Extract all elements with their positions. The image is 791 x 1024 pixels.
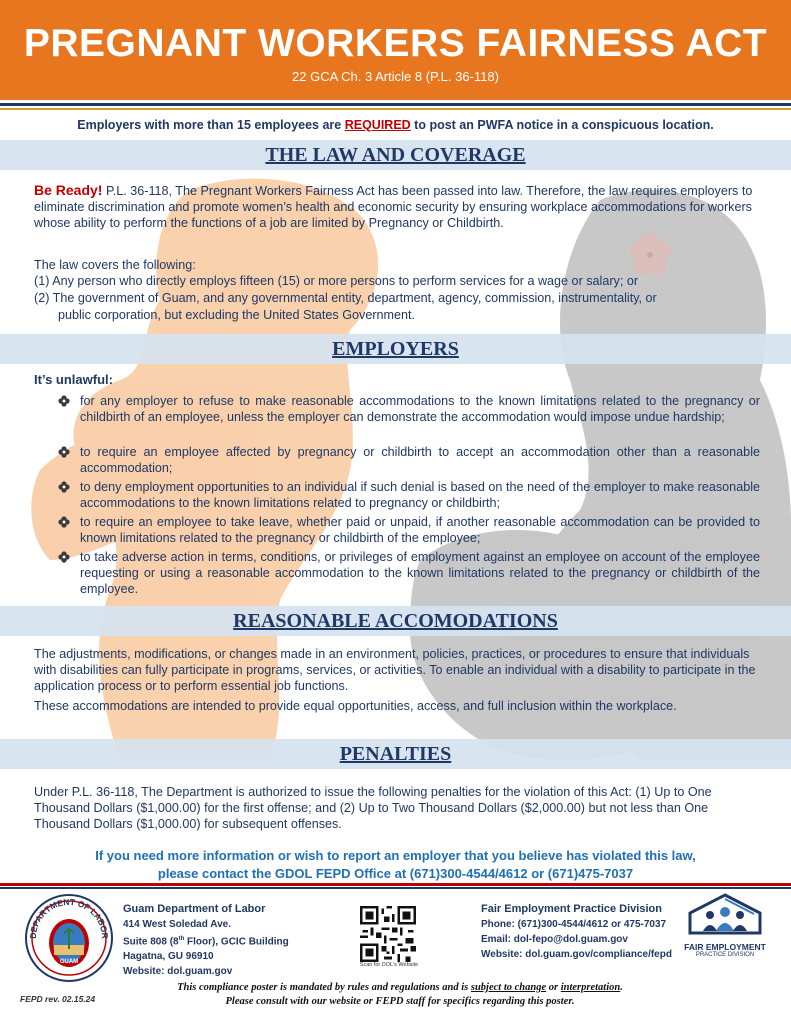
required-label: REQUIRED: [344, 118, 411, 132]
section-band-accommodations: [0, 606, 791, 636]
disclaimer-line-1: [140, 982, 660, 993]
revision-label: FEPD rev. 02.15.24: [20, 994, 96, 1004]
flower-bullet-icon: [58, 516, 70, 528]
heading-law-coverage: THE LAW AND COVERAGE: [265, 144, 526, 166]
gdol-address-3: Hagatna, GU 96910: [123, 951, 214, 963]
gdol-address-2-sup: th: [178, 936, 185, 942]
flower-bullet-icon: [58, 446, 70, 458]
unlawful-bullet: [58, 514, 760, 546]
seal-text: DEPARTMENT OF LABOR: [27, 896, 111, 940]
coverage-item-2: (2) The government of Guam, and any governmental entity, department, agency, commission, instrumentality, or: [34, 291, 657, 305]
law-covers-label: The law covers the following:: [34, 258, 196, 272]
section-band-employers: [0, 334, 791, 364]
unlawful-bullet-text: to require an employee affected by pregnancy or childbirth to accept an accommodation other than a reasonable accommodation;: [80, 445, 760, 475]
gdol-contact-block: [123, 902, 289, 979]
dol-seal-logo: [24, 893, 114, 983]
seal-guam-label: GUAM: [59, 959, 79, 965]
fepd-logo-subtitle: PRACTICE DIVISION: [695, 952, 755, 958]
notice-text-after: to post an PWFA notice in a conspicuous location.: [410, 118, 714, 132]
qr-code[interactable]: [360, 906, 416, 962]
footer-rule-navy: [0, 887, 791, 889]
contact-line-1: If you need more information or wish to report an employer that you believe has violated this law,: [95, 848, 696, 863]
posting-notice: [0, 118, 791, 132]
unlawful-bullet-text: to take adverse action in terms, conditions, or privileges of employment against an employee on account of the employee requesting or using a reasonable accommodation to the known limitations related to the pregnancy or childbirth of the employee.: [80, 550, 760, 596]
section-band-law: [0, 140, 791, 170]
fepd-phone: Phone: (671)300-4544/4612 or 475-7037: [481, 919, 667, 930]
unlawful-label: It’s unlawful:: [34, 372, 113, 387]
unlawful-bullet: [58, 549, 760, 597]
heading-accommodations: REASONABLE ACCOMODATIONS: [233, 610, 558, 632]
notice-text-before: Employers with more than 15 employees are: [77, 118, 345, 132]
footer-rule-red: [0, 883, 791, 886]
unlawful-bullet-text: to deny employment opportunities to an individual if such denial is based on the need of the employer to make reasonable accommodations to the known limitations related to pregnancy or childbirth;: [80, 480, 760, 510]
law-intro-text: P.L. 36-118, The Pregnant Workers Fairness Act has been passed into law. Therefore, the law requires employers to eliminate discrimination and promote women’s health and economic security by ensuring workplace accommodations for workers whose ability to perform the functions of a job are limited by Pregnancy or Childbirth.: [34, 184, 753, 230]
heading-penalties: PENALTIES: [339, 743, 452, 765]
fepd-email[interactable]: Email: dol-fepo@dol.guam.gov: [481, 934, 628, 945]
gdol-address-2-pre: Suite 808 (8: [123, 936, 179, 948]
gdol-address-1: 414 West Soledad Ave.: [123, 919, 232, 930]
header-stripe-navy: [0, 103, 791, 106]
header-stripe-gold: [0, 108, 791, 110]
unlawful-bullet: [58, 393, 760, 425]
fepd-logo-title: FAIR EMPLOYMENT: [684, 942, 766, 952]
unlawful-bullet: [58, 479, 760, 511]
header-banner: [0, 0, 791, 100]
page-title: PREGNANT WORKERS FAIRNESS ACT: [23, 22, 768, 65]
disclaimer-1-interpretation: interpretation: [560, 982, 621, 993]
coverage-item-2-cont-text: public corporation, but excluding the United States Government.: [58, 308, 416, 322]
fepd-contact-block: [481, 902, 672, 962]
disclaimer-1-pre: This compliance poster is mandated by rules and regulations and is: [177, 982, 471, 993]
gdol-name: Guam Department of Labor: [123, 903, 266, 915]
disclaimer-1-mid: or: [546, 982, 561, 993]
unlawful-bullet-text: to require an employee to take leave, whether paid or unpaid, if another reasonable accommodation can be provided to known limitations related to the pregnancy or childbirth of the employee;: [80, 515, 760, 545]
accommodations-para-2: These accommodations are intended to provide equal opportunities, access, and full inclusion within the workplace.: [34, 699, 677, 713]
law-intro: [34, 182, 764, 231]
flower-bullet-icon: [58, 481, 70, 493]
coverage-item-1: (1) Any person who directly employs fifteen (15) or more persons to perform services for a wage or salary; or: [34, 274, 639, 288]
heading-employers: EMPLOYERS: [332, 338, 459, 360]
gdol-address-2: [123, 932, 289, 949]
penalties-text: Under P.L. 36-118, The Department is authorized to issue the following penalties for the violation of this Act: (1) Up to One Thousand Dollars ($1,000.00) for the first offense; and (2) Up to Two Thousand Dollars ($2,000.00) but not less than One Thousand Dollars ($1,000.00) for subsequent offenses.: [34, 785, 712, 831]
disclaimer-1-post: .: [620, 982, 623, 993]
gdol-website[interactable]: Website: dol.guam.gov: [123, 966, 233, 978]
unlawful-bullet-text: for any employer to refuse to make reasonable accommodations to the known limitations related to the pregnancy or childbirth of an employee, unless the employer can demonstrate the accommodation would impose undue hardship;: [80, 394, 760, 424]
fepd-website[interactable]: Website: dol.guam.gov/compliance/fepd: [481, 949, 672, 960]
coverage-item-2-cont: [34, 307, 764, 323]
gdol-address-2-post: Floor), GCIC Building: [184, 936, 289, 948]
unlawful-bullet: [58, 444, 760, 476]
flower-bullet-icon: [58, 395, 70, 407]
disclaimer-1-subject: subject to change: [470, 982, 547, 993]
accommodations-para-1: The adjustments, modifications, or changes made in an environment, policies, practices, or procedures to ensure that individuals with disabilities can fully participate in programs, services, or activities. To enable an individual with a disability to participate in the application process or to perform essential job functions.: [34, 647, 756, 693]
contact-line-2: please contact the GDOL FEPD Office at (671)300-4544/4612 or (671)475-7037: [157, 866, 634, 881]
flower-bullet-icon: [58, 551, 70, 563]
be-ready-label: Be Ready!: [34, 182, 103, 198]
qr-caption: Scan for DOL's Website: [359, 962, 419, 968]
section-band-penalties: [0, 739, 791, 769]
disclaimer-line-2: Please consult with our website or FEPD staff for specifics regarding this poster.: [225, 996, 575, 1007]
fepd-name: Fair Employment Practice Division: [481, 903, 662, 915]
page-subtitle: 22 GCA Ch. 3 Article 8 (P.L. 36-118): [292, 69, 499, 84]
